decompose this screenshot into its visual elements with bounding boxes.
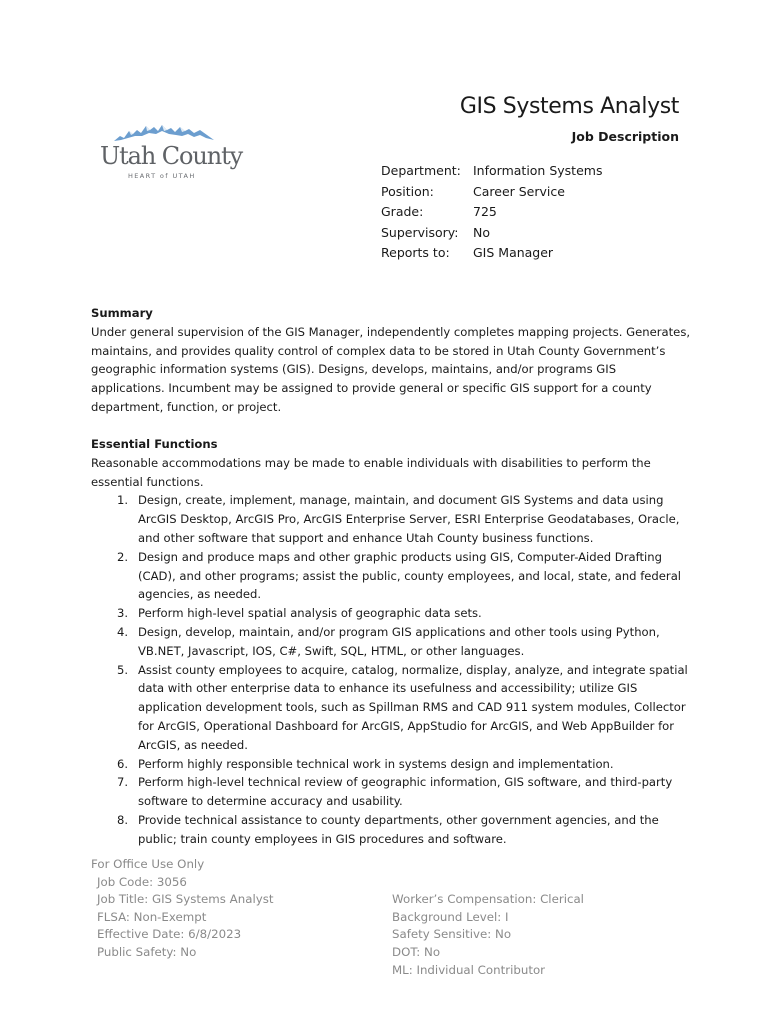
list-item: [91, 661, 691, 755]
list-item-text: Design and produce maps and other graphic products using GIS, Computer-Aided Drafting (CAD), and other programs; assist the public, county employees, and local, state, and federal agencies, as needed.: [138, 549, 682, 602]
essential-functions-section: [91, 435, 691, 849]
list-item: [91, 604, 691, 623]
list-item-number: 6.: [116, 756, 128, 771]
list-item-number: 4.: [116, 624, 128, 639]
list-item-text: Perform highly responsible technical work in systems design and implementation.: [138, 756, 614, 771]
office-use-public-safety: Public Safety: No: [97, 944, 197, 959]
list-item-text: Provide technical assistance to county departments, other government agencies, and the public; train county employees in GIS procedures and software.: [138, 812, 659, 846]
list-item-number: 3.: [116, 606, 128, 621]
list-item-text: Perform high-level technical review of geographic information, GIS software, and third-party software to determine accuracy and usability.: [138, 775, 673, 809]
utah-county-logo: [100, 122, 243, 184]
office-use-columns: [91, 874, 691, 980]
list-item: [91, 491, 691, 547]
office-use-section: [91, 856, 691, 979]
logo-name: Utah County: [100, 142, 243, 170]
list-item: [91, 773, 691, 811]
list-item-number: 5.: [116, 662, 128, 677]
office-use-ml: ML: Individual Contributor: [392, 962, 546, 977]
list-item-number: 2.: [116, 549, 128, 564]
meta-label: Supervisory:: [381, 224, 459, 240]
mountain-range-logo-icon: [114, 122, 214, 144]
meta-value: GIS Manager: [473, 245, 554, 260]
meta-row-position: [381, 182, 602, 203]
office-use-workers-comp: Worker’s Compensation: Clerical: [392, 892, 584, 907]
list-item: [91, 623, 691, 661]
summary-section: [91, 304, 691, 417]
meta-row-supervisory: [381, 223, 602, 244]
list-item-number: 7.: [116, 775, 128, 790]
list-item-text: Perform high-level spatial analysis of geographic data sets.: [138, 606, 482, 621]
essential-functions-list: [91, 491, 691, 848]
summary-text: Under general supervision of the GIS Manager, independently completes mapping projects. Generates, maintains, and provides quality control of complex data to be stored in Utah County Government’s geographic information systems (GIS). Designs, develops, maintains, and/or programs GIS applications. Incumbent may be assigned to provide general or specific GIS support for a county department, function, or project.: [91, 324, 691, 414]
logo-tagline: HEART of UTAH: [128, 172, 196, 180]
list-item-number: 1.: [116, 493, 128, 508]
list-item: [91, 811, 691, 849]
office-use-flsa: FLSA: Non-Exempt: [97, 909, 207, 924]
list-item-text: Design, create, implement, manage, maintain, and document GIS Systems and data using ArcGIS Desktop, ArcGIS Pro, ArcGIS Enterprise Server, ESRI Enterprise Geodatabases, Oracle, and other software that support and enhance Utah County business functions.: [138, 493, 680, 545]
office-use-job-title: Job Title: GIS Systems Analyst: [97, 892, 274, 907]
page-subtitle: Job Description: [571, 129, 679, 144]
meta-label: Position:: [381, 183, 434, 199]
meta-label: Department:: [381, 163, 461, 178]
meta-label: Grade:: [381, 204, 424, 219]
meta-label: Reports to:: [381, 245, 450, 260]
meta-value: 725: [473, 204, 497, 219]
office-use-safety-sensitive: Safety Sensitive: No: [392, 927, 512, 942]
meta-value: No: [473, 224, 490, 240]
meta-row-reports-to: [381, 243, 602, 264]
office-use-background-level: Background Level: I: [392, 909, 509, 924]
list-item-text: Design, develop, maintain, and/or program GIS applications and other tools using Python, VB.NET, Javascript, IOS, C#, Swift, SQL, HTML, or other languages.: [138, 624, 660, 658]
office-use-dot: DOT: No: [392, 944, 441, 959]
list-item: [91, 548, 691, 604]
list-item-text: Assist county employees to acquire, catalog, normalize, display, analyze, and integrate spatial data with other enterprise data to enhance its usefulness and accessibility; utilize GIS application development tools, such as Spillman RMS and CAD 911 system modules, Collector for ArcGIS, Operational Dashboard for ArcGIS, AppStudio for ArcGIS, and Web AppBuilder for ArcGIS, as needed.: [138, 662, 688, 752]
list-item: [91, 755, 691, 774]
job-meta-table: [381, 161, 602, 264]
list-item-number: 8.: [116, 812, 128, 827]
summary-heading: Summary: [91, 306, 153, 320]
meta-row-grade: [381, 202, 602, 223]
office-use-job-code: Job Code: 3056: [97, 874, 187, 889]
office-use-right-column: [392, 874, 584, 980]
office-use-effective-date: Effective Date: 6/8/2023: [97, 927, 242, 942]
page-title: GIS Systems Analyst: [459, 94, 679, 119]
meta-value: Career Service: [473, 183, 565, 199]
meta-row-department: [381, 161, 602, 182]
office-use-heading: For Office Use Only: [91, 857, 205, 871]
essential-functions-heading: Essential Functions: [91, 437, 218, 451]
essential-functions-intro: Reasonable accommodations may be made to enable individuals with disabilities to perform the essential functions.: [91, 455, 651, 489]
meta-value: Information Systems: [473, 163, 603, 178]
office-use-left-column: [97, 874, 392, 980]
